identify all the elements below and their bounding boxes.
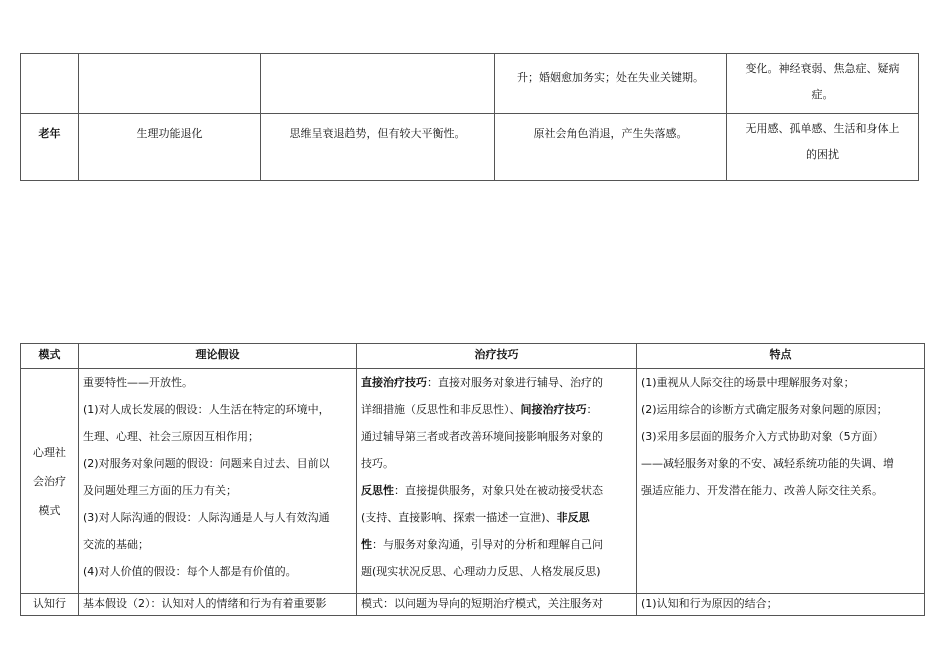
technique-line (361, 369, 632, 396)
theory-line: 重要特性——开放性。 (83, 376, 193, 389)
mode-cell: 认知行 (21, 594, 79, 616)
feature-line: 强适应能力、开发潜在能力、改善人际交往关系。 (641, 484, 883, 497)
technique-text: 详细措施（反思性和非反思性）、 (361, 403, 521, 416)
theory-line: 交流的基础； (83, 538, 149, 551)
stage-cell (21, 54, 79, 114)
feature-cell (637, 369, 925, 594)
table-row (21, 114, 919, 181)
technique-cell (357, 369, 637, 594)
psych-cell (727, 114, 919, 181)
social-text: 升；婚姻愈加务实；处在失业关键期。 (517, 71, 704, 84)
feature-cell (637, 594, 925, 616)
technique-line: 题(现实状况反思、心理动力反思、人格发展反思) (361, 565, 601, 578)
technique-line (361, 396, 632, 423)
table-row (21, 369, 925, 594)
technique-text: ： (586, 403, 598, 416)
header-technique: 治疗技巧 (357, 344, 637, 369)
header-mode: 模式 (21, 344, 79, 369)
theory-line: (3)对人际沟通的假设：人际沟通是人与人有效沟通 (83, 511, 330, 524)
technique-text: (支持、直接影响、探索一描述一宣泄)、 (361, 511, 557, 524)
theory-cell (79, 369, 357, 594)
social-cell: 原社会角色消退，产生失落感。 (495, 114, 727, 181)
social-cell (495, 54, 727, 114)
feature-line: (3)采用多层面的服务介入方式协助对象（5方面） (641, 430, 884, 443)
psych-line: 变化。神经衰弱、焦急症、疑病 (745, 62, 900, 75)
nonreflective-label: 非反思 (556, 511, 590, 524)
technique-line (361, 504, 632, 531)
feature-line: (1)认知和行为原因的结合； (641, 597, 778, 610)
feature-line: ——减轻服务对象的不安、减轻系统功能的失调、增 (641, 457, 894, 470)
indirect-technique-label: 间接治疗技巧 (520, 403, 587, 416)
header-theory: 理论假设 (79, 344, 357, 369)
direct-technique-label: 直接治疗技巧 (361, 376, 427, 389)
mode-line: 会治疗 (33, 474, 66, 488)
technique-line (361, 531, 632, 558)
stage-cell: 老年 (21, 114, 79, 181)
physiology-cell: 生理功能退化 (79, 114, 261, 181)
technique-cell (357, 594, 637, 616)
feature-line: (2)运用综合的诊断方式确定服务对象问题的原因； (641, 403, 888, 416)
theory-line: (1)对人成长发展的假设：人生活在特定的环境中， (83, 403, 330, 416)
technique-line (361, 477, 632, 504)
cognition-cell (261, 54, 495, 114)
theory-line: (2)对服务对象问题的假设：问题来自过去、目前以 (83, 457, 330, 470)
mode-line: 心理社 (33, 445, 66, 459)
casework-modes-table (20, 343, 925, 616)
theory-line: 生理、心理、社会三原因互相作用； (83, 430, 259, 443)
technique-line: 技巧。 (361, 457, 394, 470)
mode-line: 模式 (38, 503, 61, 517)
physiology-cell (79, 54, 261, 114)
table-row (21, 594, 925, 616)
header-feature: 特点 (637, 344, 925, 369)
mode-cell (21, 369, 79, 594)
theory-line: 及问题处理三方面的压力有关； (83, 484, 237, 497)
technique-line: 通过辅导第三者或者改善环境间接影响服务对象的 (361, 430, 603, 443)
theory-cell (79, 594, 357, 616)
technique-text: ：直接对服务对象进行辅导、治疗的 (427, 376, 603, 389)
life-stage-table (20, 53, 919, 181)
psych-line: 症。 (811, 88, 834, 101)
table-row (21, 54, 919, 114)
technique-line: 模式：以问题为导向的短期治疗模式，关注服务对 (361, 597, 603, 610)
technique-text: ：与服务对象沟通，引导对的分析和理解自己问 (372, 538, 603, 551)
psych-line: 无用感、孤单感、生活和身体上 (745, 122, 900, 135)
feature-line: (1)重视从人际交往的场景中理解服务对象； (641, 376, 855, 389)
nonreflective-label: 性 (361, 538, 372, 551)
header-row (21, 344, 925, 369)
reflective-label: 反思性 (361, 484, 394, 497)
technique-text: ：直接提供服务，对象只处在被动接受状态 (394, 484, 603, 497)
psych-line: 的困扰 (806, 148, 839, 161)
theory-line: 基本假设（2）：认知对人的情绪和行为有着重要影 (83, 597, 327, 610)
cognition-cell: 思维呈衰退趋势，但有较大平衡性。 (261, 114, 495, 181)
psych-cell (727, 54, 919, 114)
theory-line: (4)对人价值的假设：每个人都是有价值的。 (83, 565, 297, 578)
